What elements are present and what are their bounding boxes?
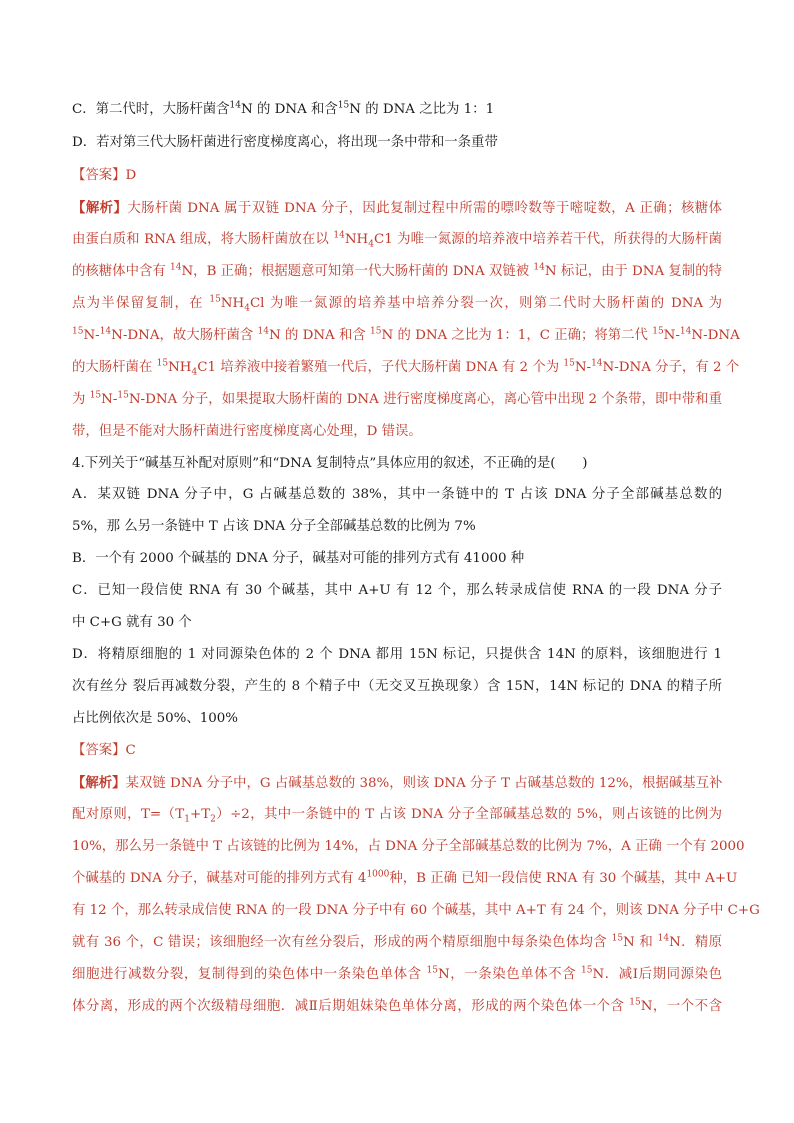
q3-explain-line-8: 带，但是不能对大肠杆菌进行密度梯度离心处理，D 错误。 — [72, 424, 422, 439]
q3-explain-line-2: 由蛋白质和 RNA 组成，将大肠杆菌放在以 $^{14}NH_4C1$ 为唯一氮源的培养液中培养若干代，所获得的大肠杆菌 — [72, 230, 722, 250]
q4-option-d-line-1: D．将精原细胞的 1 对同源染色体的 2 个 DNA 都用 15N 标记，只提供含 14N 的原料，该细胞进行 1 — [72, 647, 722, 662]
q3-answer: 【答案】D — [72, 168, 137, 183]
q4-explain-line-8: 体分离，形成的两个次级精母细胞．减Ⅱ后期姐妹染色单体分离，形成的两个染色体一个含 $^{15}$N，一个不含 — [72, 997, 722, 1014]
q4-explain-line-2: 配对原则，$T=(T_1+T_2)\div 2$，其中一条链中的 T 占该 DNA 分子全部碱基总数的 5%，则占该链的比例为 — [72, 807, 722, 825]
q4-option-a-line-1: A．某双链 DNA 分子中，G 占碱基总数的 38%，其中一条链中的 T 占该 DNA 分子全部碱基总数的 — [72, 487, 722, 502]
q4-explain-line-7: 细胞进行减数分裂，复制得到的染色体中一条染色单体含 $^{15}$N，一条染色单体不含 $^{15}$N．减Ⅰ后期同源染色 — [72, 965, 722, 982]
q3-explain-line-6: 的大肠杆菌在 $^{15}NH_4C1$ 培养液中接着繁殖一代后，子代大肠杆菌 DNA 有 2 个为 $^{15}$N-$^{14}$N-DNA 分子，有 2 个 — [72, 358, 740, 378]
q3-explain-line-5: $^{15}$N-$^{14}$N-DNA，故大肠杆菌含 $^{14}$N 的 DNA 和含 $^{15}$N 的 DNA 之比为 1：1，C 正确；将第二代 $^{15}$N-$^{14}$N-DNA — [72, 326, 740, 343]
q4-answer: 【答案】C — [72, 743, 136, 758]
q4-option-d-line-2: 次有丝分 裂后再减数分裂，产生的 8 个精子中（无交叉互换现象）含 15N，14N 标记的 DNA 的精子所 — [72, 679, 722, 694]
q4-option-c-line-1: C．已知一段信使 RNA 有 30 个碱基，其中 A+U 有 12 个，那么转录成信使 RNA 的一段 DNA 分子 — [72, 583, 722, 598]
q3-explain-line-4: 点为半保留复制，在 $^{15}NH_4Cl$ 为唯一氮源的培养基中培养分裂一次，则第二代时大肠杆菌的 DNA 为 — [72, 294, 722, 314]
q4-explain-line-4: 个碱基的 DNA 分子，碱基对可能的排列方式有 $4^{1000}$种，B 正确 已知一段信使 RNA 有 30 个碱基，其中 A+U — [72, 869, 738, 886]
q4-explain-line-6: 就有 36 个，C 错误；该细胞经一次有丝分裂后，形成的两个精原细胞中每条染色体均含 $^{15}$N 和 $^{14}$N．精原 — [72, 933, 723, 950]
q4-explain-line-5: 有 12 个，那么转录成信使 RNA 的一段 DNA 分子中有 60 个碱基，其中 A+T 有 24 个，则该 DNA 分子中 C+G — [72, 903, 760, 918]
q4-explain-line-3: 10%，那么另一条链中 T 占该链的比例为 14%，占 DNA 分子全部碱基总数的比例为 7%，A 正确 一个有 2000 — [72, 839, 745, 854]
q3-option-d: D．若对第三代大肠杆菌进行密度梯度离心，将出现一条中带和一条重带 — [72, 135, 498, 150]
q3-option-c: C．第二代时，大肠杆菌含$^{14}$N 的 DNA 和含$^{15}$N 的 DNA 之比为 1：1 — [72, 100, 495, 117]
q4-explain-line-1: 【解析】某双链 DNA 分子中，G 占碱基总数的 38%，则该 DNA 分子 T 占碱基总数的 12%，根据碱基互补 — [72, 775, 723, 791]
q3-explain-line-1: 【解析】大肠杆菌 DNA 属于双链 DNA 分子，因此复制过程中所需的嘌呤数等于嘧啶数，A 正确；核糖体 — [72, 200, 723, 216]
q3-explain-line-7: 为 $^{15}$N-$^{15}$N-DNA 分子，如果提取大肠杆菌的 DNA 进行密度梯度离心，离心管中出现 2 个条带，即中带和重 — [72, 390, 722, 407]
q4-option-b: B．一个有 2000 个碱基的 DNA 分子，碱基对可能的排列方式有 41000 种 — [72, 551, 525, 566]
q4-option-a-line-2: 5%，那 么另一条链中 T 占该 DNA 分子全部碱基总数的比例为 7% — [72, 519, 476, 534]
q3-explain-line-3: 的核糖体中含有 $^{14}$N，B 正确；根据题意可知第一代大肠杆菌的 DNA 双链被 $^{14}$N 标记，由于 DNA 复制的特 — [72, 262, 722, 279]
q4-option-c-line-2: 中 C+G 就有 30 个 — [72, 615, 192, 630]
q4-stem: 4.下列关于“碱基互补配对原则”和“DNA 复制特点”具体应用的叙述，不正确的是( ) — [72, 456, 588, 471]
q4-option-d-line-3: 占比例依次是 50%、100% — [72, 711, 239, 726]
